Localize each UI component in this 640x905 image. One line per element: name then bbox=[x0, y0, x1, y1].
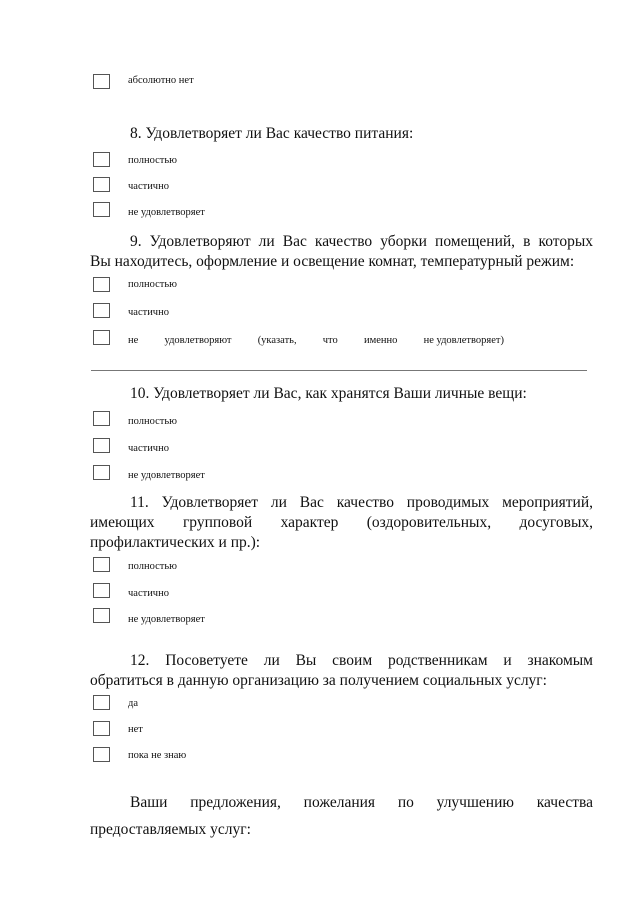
question-12-line-2: обратиться в данную организацию за получением социальных услуг: bbox=[90, 672, 547, 689]
question-11-line-3: профилактических и пр.): bbox=[90, 534, 261, 551]
q9-option-full: полностью bbox=[128, 279, 177, 290]
question-11 bbox=[90, 493, 593, 553]
question-11-line-1: 11. Удовлетворяет ли Вас качество проводимых мероприятий, bbox=[130, 494, 593, 511]
q12-option-dont-know: пока не знаю bbox=[128, 750, 187, 761]
q9-checkbox-full[interactable] bbox=[93, 277, 110, 292]
q9-opt3-word: что bbox=[322, 335, 338, 346]
q10-option-full: полностью bbox=[128, 416, 177, 427]
q10-checkbox-full[interactable] bbox=[93, 411, 110, 426]
q9-checkbox-partial[interactable] bbox=[93, 303, 110, 318]
q9-opt3-word: не удовлетворяет) bbox=[423, 335, 504, 346]
question-9-line-2: Вы находитесь, оформление и освещение комнат, температурный режим: bbox=[90, 253, 575, 270]
q12-checkbox-dont-know[interactable] bbox=[93, 747, 110, 762]
q12-option-yes: да bbox=[128, 698, 139, 709]
q12-checkbox-no[interactable] bbox=[93, 721, 110, 736]
q8-checkbox-partial[interactable] bbox=[93, 177, 110, 192]
q11-checkbox-partial[interactable] bbox=[93, 583, 110, 598]
suggestions-prompt bbox=[90, 789, 593, 843]
q10-option-partial: частично bbox=[128, 443, 169, 454]
suggestions-line-2: предоставляемых услуг: bbox=[90, 821, 251, 838]
question-11-line-2: имеющих групповой характер (оздоровительных, досуговых, bbox=[90, 514, 593, 531]
q11-option-not-satisfied: не удовлетворяет bbox=[128, 614, 205, 625]
q9-opt3-word: именно bbox=[363, 335, 398, 346]
q8-checkbox-not-satisfied[interactable] bbox=[93, 202, 110, 217]
q11-option-partial: частично bbox=[128, 588, 169, 599]
q10-option-not-satisfied: не удовлетворяет bbox=[128, 470, 205, 481]
q9-opt3-word: не bbox=[128, 335, 139, 346]
q11-option-full: полностью bbox=[128, 561, 177, 572]
q10-checkbox-partial[interactable] bbox=[93, 438, 110, 453]
q9-option-partial: частично bbox=[128, 307, 169, 318]
question-8: 8. Удовлетворяет ли Вас качество питания: bbox=[130, 125, 414, 142]
checkbox-absolutely-not[interactable] bbox=[93, 74, 110, 89]
q9-opt3-word: удовлетворяют bbox=[164, 335, 232, 346]
q8-option-partial: частично bbox=[128, 181, 169, 192]
q8-checkbox-full[interactable] bbox=[93, 152, 110, 167]
q11-checkbox-not-satisfied[interactable] bbox=[93, 608, 110, 623]
q9-checkbox-not-satisfied[interactable] bbox=[93, 330, 110, 345]
question-12-line-1: 12. Посоветуете ли Вы своим родственникам и знакомым bbox=[130, 652, 593, 669]
q8-option-not-satisfied: не удовлетворяет bbox=[128, 207, 205, 218]
q9-option-not-satisfied-specify bbox=[128, 335, 504, 347]
q10-checkbox-not-satisfied[interactable] bbox=[93, 465, 110, 480]
q9-opt3-word: (указать, bbox=[257, 335, 297, 346]
question-9 bbox=[90, 232, 593, 272]
question-10: 10. Удовлетворяет ли Вас, как хранятся Ваши личные вещи: bbox=[130, 385, 527, 402]
answer-line-divider bbox=[91, 370, 587, 371]
q11-checkbox-full[interactable] bbox=[93, 557, 110, 572]
q12-option-no: нет bbox=[128, 724, 143, 735]
option-label: абсолютно нет bbox=[128, 75, 194, 86]
suggestions-line-1: Ваши предложения, пожелания по улучшению качества bbox=[130, 794, 593, 811]
question-9-line-1: 9. Удовлетворяют ли Вас качество уборки помещений, в которых bbox=[130, 233, 593, 250]
question-12 bbox=[90, 651, 593, 691]
q8-option-full: полностью bbox=[128, 155, 177, 166]
q12-checkbox-yes[interactable] bbox=[93, 695, 110, 710]
